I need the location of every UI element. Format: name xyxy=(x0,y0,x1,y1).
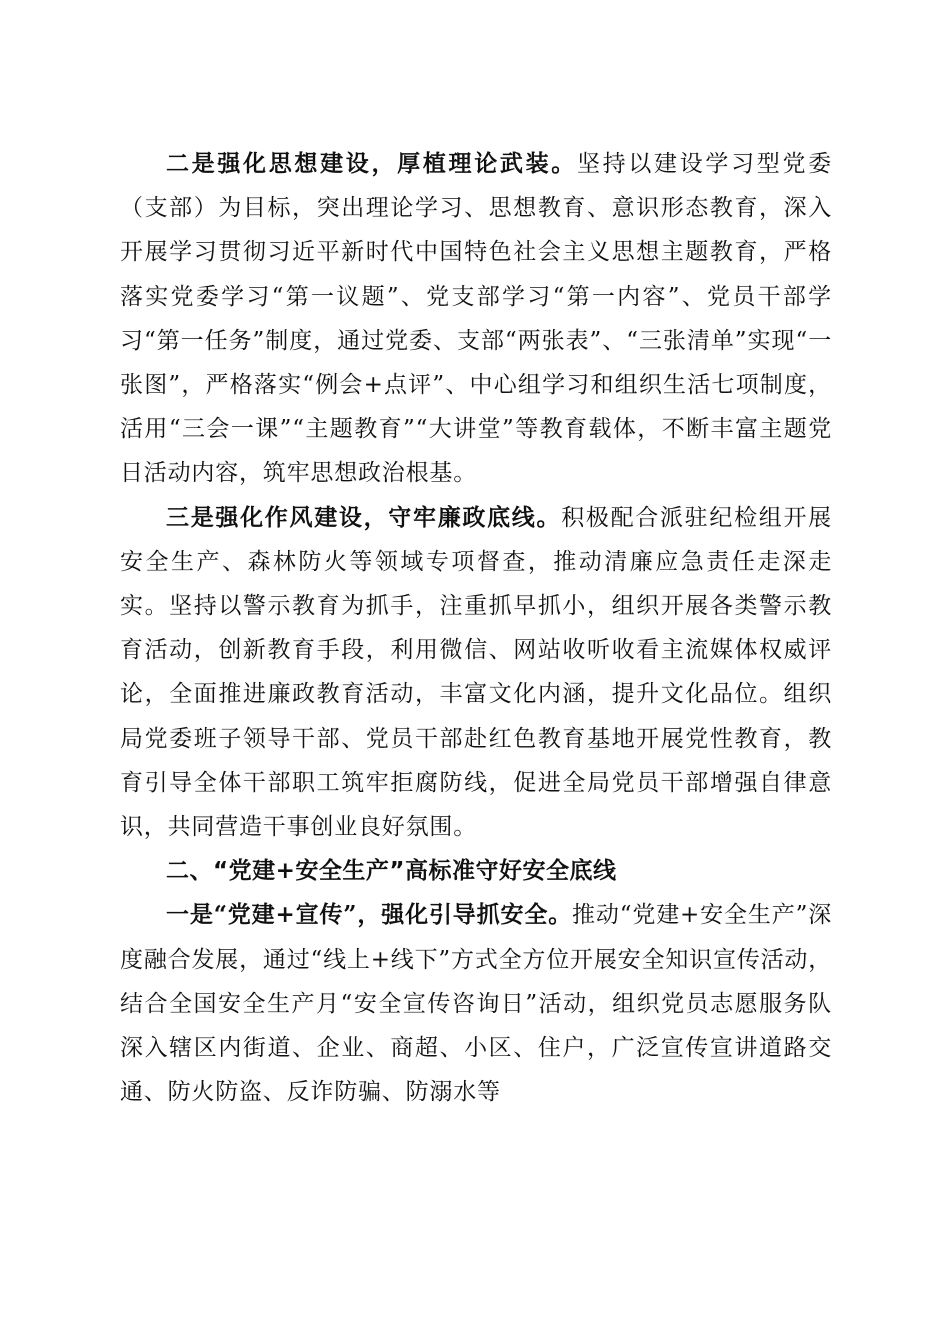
paragraph-text: 坚持以建设学习型党委（支部）为目标，突出理论学习、思想教育、意识形态教育，深入开展学习贯彻习近平新时代中国特色社会主义思想主题教育，严格落实党委学习“第一议题”、党支部学习“第一内容”、党员干部学习“第一任务”制度，通过党委、支部“两张表”、“三张清单”实现“一张图”，严格落实“例会+点评”、中心组学习和组织生活七项制度，活用“三会一课”“主题教育”“大讲堂”等教育载体，不断丰富主题党日活动内容，筑牢思想政治根基。 xyxy=(120,151,832,487)
document-body xyxy=(120,142,832,1114)
paragraph-lead: 三是强化作风建设，守牢廉政底线。 xyxy=(166,503,562,531)
paragraph-conduct xyxy=(120,496,832,850)
paragraph-text: 积极配合派驻纪检组开展安全生产、森林防火等领域专项督查，推动清廉应急责任走深走实。坚持以警示教育为抓手，注重抓早抓小，组织开展各类警示教育活动，创新教育手段，利用微信、网站收听收看主流媒体权威评论，全面推进廉政教育活动，丰富文化内涵，提升文化品位。组织局党委班子领导干部、党员干部赴红色教育基地开展党性教育，教育引导全体干部职工筑牢拒腐防线，促进全局党员干部增强自律意识，共同营造干事创业良好氛围。 xyxy=(120,504,832,841)
section-heading: 二、“党建+安全生产”高标准守好安全底线 xyxy=(166,858,617,885)
paragraph-lead: 一是“党建+宣传”，强化引导抓安全。 xyxy=(166,901,573,929)
paragraph-text: 推动“党建+安全生产”深度融合发展，通过“线上+线下”方式全方位开展安全知识宣传活动，结合全国安全生产月“安全宣传咨询日”活动，组织党员志愿服务队深入辖区内街道、企业、商超、小区、住户，广泛宣传宣讲道路交通、防火防盗、反诈防骗、防溺水等 xyxy=(120,902,832,1106)
paragraph-publicity xyxy=(120,893,832,1114)
paragraph-ideology xyxy=(120,142,832,496)
paragraph-lead: 二是强化思想建设，厚植理论武装。 xyxy=(166,150,577,177)
